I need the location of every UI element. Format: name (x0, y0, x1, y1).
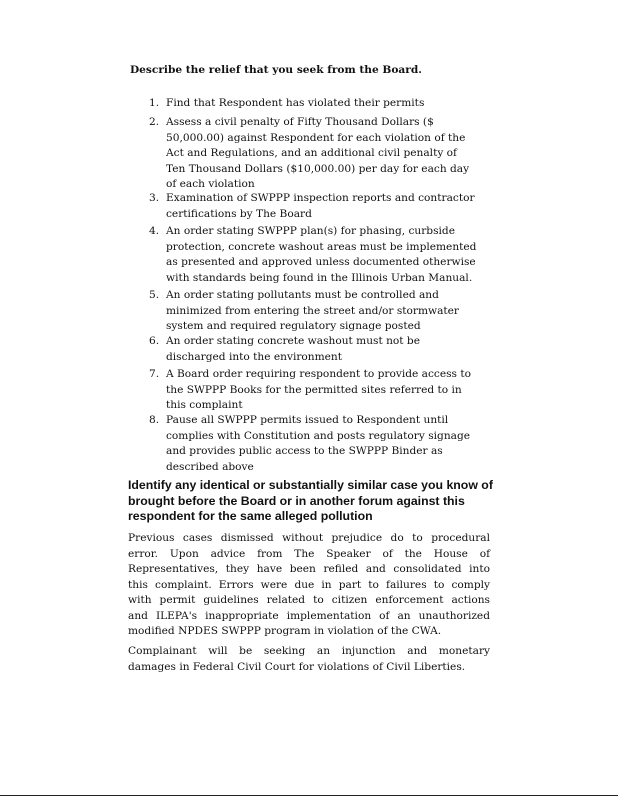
list-item-line: certifications by The Board (166, 207, 312, 220)
paragraph-line: Representatives, they have been refiled and consolidated into (128, 563, 490, 575)
heading-line: brought before the Board or in another forum against this (128, 493, 465, 508)
list-item-line: system and required regulatory signage posted (166, 320, 421, 332)
paragraph-line: with permit guidelines related to citizen enforcement actions (128, 594, 490, 606)
list-item-number: 4. (149, 225, 160, 237)
relief-heading: Describe the relief that you seek from the Board. (130, 64, 422, 76)
list-item-line: protection, concrete washout areas must be implemented (166, 240, 477, 253)
list-item-line: Assess a civil penalty of Fifty Thousand Dollars ($ (166, 116, 434, 128)
list-item-line: as presented and approved unless documented otherwise (166, 256, 476, 268)
list-item-line: discharged into the environment (166, 350, 342, 363)
list-item-line: An order stating pollutants must be controlled and (166, 289, 439, 301)
paragraph-line: this complaint. Errors were due in part to failures to comply (128, 578, 490, 591)
list-item-line: Examination of SWPPP inspection reports and contractor (166, 192, 475, 204)
heading-line: Identify any identical or substantially similar case you know of (128, 478, 493, 492)
list-item-line: this complaint (166, 399, 243, 411)
list-item-number: 5. (149, 289, 160, 301)
list-item-line: Ten Thousand Dollars ($10,000.00) per day for each day (166, 162, 470, 175)
paragraph-line: damages in Federal Civil Court for violations of Civil Liberties. (128, 660, 466, 673)
paragraph-line: Previous cases dismissed without prejudice do to procedural (128, 532, 490, 544)
list-item-line: 50,000.00) against Respondent for each violation of the (166, 131, 466, 144)
list-item-number: 6. (149, 335, 160, 347)
list-item-number: 2. (149, 116, 160, 128)
list-item-line: complies with Constitution and posts regulatory signage (166, 429, 471, 442)
list-item-number: 1. (149, 97, 160, 109)
list-item-line: the SWPPP Books for the permitted sites referred to in (166, 383, 462, 396)
list-item-line: An order stating SWPPP plan(s) for phasing, curbside (166, 225, 455, 237)
paragraph-line: and ILEPA's inappropriate implementation of an unauthorized (128, 609, 490, 622)
list-item-line: An order stating concrete washout must not be (166, 335, 420, 347)
list-item-line: Pause all SWPPP permits issued to Respondent until (166, 414, 449, 426)
page-bottom-rule (0, 795, 618, 796)
heading-line: respondent for the same alleged pollution (128, 509, 373, 523)
list-item-line: with standards being found in the Illinois Urban Manual. (166, 271, 473, 284)
list-item-line: Find that Respondent has violated their permits (166, 97, 425, 109)
list-item-line: described above (166, 460, 254, 473)
list-item-line: minimized from entering the street and/or stormwater (166, 304, 459, 317)
list-item-line: Act and Regulations, and an additional civil penalty of (166, 147, 457, 159)
list-item-number: 7. (149, 368, 160, 380)
paragraph-line: error. Upon advice from The Speaker of the House of (128, 547, 490, 560)
list-item-line: and provides public access to the SWPPP Binder as (166, 445, 443, 457)
list-item-line: of each violation (166, 178, 255, 190)
paragraph-line: Complainant will be seeking an injunction and monetary (128, 645, 490, 657)
list-item-number: 8. (149, 414, 160, 426)
list-item-number: 3. (149, 192, 160, 204)
list-item-line: A Board order requiring respondent to provide access to (166, 368, 471, 380)
paragraph-line: modified NPDES SWPPP program in violation of the CWA. (128, 625, 442, 637)
